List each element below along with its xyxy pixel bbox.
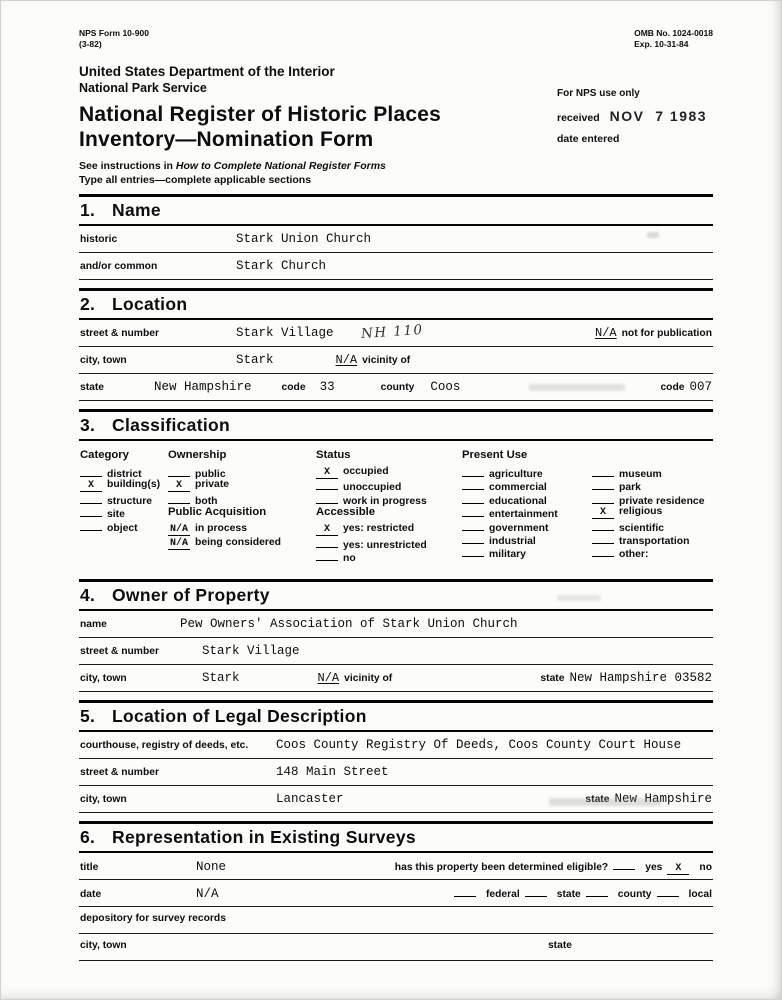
checkbox-label: agriculture (489, 469, 543, 481)
section-number: 1. (80, 200, 96, 221)
checkbox-mark (592, 520, 614, 531)
section-title-text: Classification (112, 415, 230, 436)
field-label: and/or common (80, 261, 158, 273)
checkbox-in-process (168, 523, 316, 536)
checkbox-mark: N/A (169, 537, 188, 549)
state-value: New Hampshire (614, 792, 712, 807)
form-title-line1: National Register of Historic Places (79, 103, 441, 127)
scan-artifact (557, 595, 601, 601)
field-value: Stark (236, 353, 274, 368)
section-title-text: Location (112, 294, 188, 315)
form-content (79, 28, 713, 961)
field-label: street & number (80, 328, 159, 340)
omb-block (634, 28, 713, 50)
code-label: code (281, 382, 306, 394)
code-value: 007 (689, 380, 712, 395)
checkbox-label: scientific (619, 522, 665, 534)
field-survey-date (79, 880, 713, 907)
checkbox-site (80, 506, 168, 519)
checkbox-label: commercial (489, 482, 547, 494)
instructions-booktitle: How to Complete National Register Forms (175, 160, 386, 173)
checkbox-mark (462, 520, 484, 531)
checkbox-agriculture (462, 466, 592, 479)
checkbox-park (592, 479, 713, 492)
checkbox-mark (80, 506, 102, 517)
checkbox-mark (168, 466, 190, 477)
checkbox-educational (462, 493, 592, 506)
scan-artifact (549, 798, 661, 806)
checkbox-religious (592, 506, 713, 519)
omb-number: OMB No. 1024-0018 (634, 28, 713, 38)
checkbox-mark (80, 466, 102, 477)
section-5-legal-description (79, 700, 713, 813)
field-label: courthouse, registry of deeds, etc. (80, 740, 249, 752)
na-mark: N/A (317, 671, 340, 686)
no-label: no (699, 862, 712, 874)
checkbox-mark (80, 493, 102, 504)
present-use-column-2 (592, 449, 713, 563)
field-owner-name (79, 611, 713, 638)
field-label: street & number (80, 767, 159, 779)
section-6-surveys (79, 821, 713, 961)
field-value: Coos County Registry Of Deeds, Coos County Court House (276, 738, 682, 753)
field-label: city, town (80, 794, 127, 806)
present-use-column-1 (462, 449, 592, 563)
field-survey-city (79, 934, 713, 961)
section-6-heading (79, 824, 713, 853)
checkbox-unoccupied (316, 479, 462, 492)
checkbox-scientific (592, 520, 713, 533)
checkbox-mark (462, 533, 484, 544)
checkbox-occupied (316, 466, 462, 479)
field-historic-name (79, 226, 713, 253)
eligibility-question: has this property been determined eligible? (394, 862, 609, 874)
field-label: city, town (80, 940, 127, 952)
column-spacer (592, 449, 713, 466)
section-number: 2. (80, 294, 96, 315)
code-label: code (660, 382, 685, 394)
checkbox-mark (80, 520, 102, 531)
scan-artifact (529, 384, 625, 391)
section-3-heading (79, 412, 713, 441)
checkbox-mark: X (316, 524, 338, 536)
form-title-line2: Inventory—Nomination Form (79, 128, 374, 152)
checkbox-mark (462, 546, 484, 557)
checkbox-district (80, 466, 168, 479)
field-courthouse (79, 732, 713, 759)
field-depository (79, 907, 713, 934)
state-value: New Hampshire 03582 (569, 671, 712, 686)
received-label: received (557, 112, 600, 124)
state-value: New Hampshire (154, 380, 252, 395)
checkbox-mark: N/A (169, 524, 188, 536)
checkbox-label: building(s) (107, 479, 161, 491)
checkbox-label: unoccupied (343, 482, 402, 494)
vicinity-group (318, 671, 393, 685)
form-revision: (3-82) (79, 39, 102, 50)
section-1-name (79, 194, 713, 280)
section-title-text: Representation in Existing Surveys (112, 827, 416, 848)
na-mark: N/A (335, 353, 358, 368)
ownership-column (168, 449, 316, 563)
checkbox-public (168, 466, 316, 479)
field-label: historic (80, 234, 118, 246)
received-row (557, 108, 713, 124)
field-label: street & number (80, 646, 159, 658)
checkbox-label: private (195, 479, 230, 491)
field-label: name (80, 619, 107, 631)
checkbox-work-in-progress (316, 493, 462, 506)
checkbox-label: structure (107, 495, 153, 507)
checkbox-mark (462, 479, 484, 490)
county-value: Coos (430, 380, 461, 395)
checkbox-label: private residence (619, 495, 705, 507)
eligibility-group (395, 859, 712, 875)
checkbox-mark: X (316, 467, 338, 479)
checkbox-mark (316, 493, 338, 504)
vicinity-label: vicinity of (344, 673, 393, 685)
checkbox-local (657, 886, 679, 897)
checkbox-buildings (80, 479, 168, 492)
local-label: local (688, 889, 712, 901)
na-mark: N/A (595, 326, 617, 341)
instructions-line2: Type all entries—complete applicable sections (79, 174, 312, 187)
checkbox-transportation (592, 533, 713, 546)
checkbox-mark: X (168, 480, 190, 492)
section-number: 5. (80, 706, 96, 727)
column-heading: Present Use (462, 449, 528, 462)
federal-label: federal (485, 889, 520, 901)
field-city-town (79, 347, 713, 374)
checkbox-label: industrial (489, 536, 536, 548)
not-for-publication-label: not for publication (621, 328, 712, 340)
scan-artifact (647, 232, 659, 238)
state-label: state (540, 673, 565, 685)
nps-use-only-label: For NPS use only (557, 88, 640, 99)
vicinity-label: vicinity of (362, 355, 411, 367)
nps-use-only-box (557, 88, 713, 145)
section-number: 3. (80, 415, 96, 436)
checkbox-mark (592, 479, 614, 490)
section-3-classification (79, 409, 713, 571)
field-label: depository for survey records (80, 913, 226, 925)
field-value: 148 Main Street (276, 765, 389, 780)
checkbox-industrial (462, 533, 592, 546)
checkbox-label: public (195, 469, 226, 481)
section-1-heading (79, 197, 713, 226)
checkbox-label: yes: restricted (343, 523, 415, 535)
field-value: Stark Church (236, 259, 327, 274)
checkbox-label: museum (619, 469, 662, 481)
column-heading: Status (316, 449, 351, 462)
field-owner-street (79, 638, 713, 665)
checkbox-label: entertainment (489, 509, 558, 521)
checkbox-label: site (107, 509, 125, 521)
section-title-text: Name (112, 200, 161, 221)
checkbox-label: both (195, 495, 218, 507)
checkbox-yes-unrestricted (316, 537, 462, 550)
checkbox-label: work in progress (343, 495, 427, 507)
field-label: date (80, 889, 102, 901)
section-2-heading (79, 291, 713, 320)
checkbox-museum (592, 466, 713, 479)
field-value: Stark (202, 671, 240, 686)
checkbox-structure (80, 493, 168, 506)
checkbox-mark (168, 493, 190, 504)
not-for-publication-group (595, 326, 712, 340)
form-meta-row (79, 28, 713, 50)
field-label: state (80, 382, 105, 394)
checkbox-county (586, 886, 608, 897)
checkbox-state (525, 886, 547, 897)
county-label: county (380, 382, 415, 394)
checkbox-federal (454, 886, 476, 897)
checkbox-label: government (489, 522, 549, 534)
checkbox-private (168, 479, 316, 492)
checkbox-being-considered (168, 537, 316, 550)
checkbox-label: in process (195, 523, 247, 535)
handwritten-route-note: NH 110 (360, 321, 425, 343)
field-street-number (79, 320, 713, 347)
field-label: city, town (80, 673, 127, 685)
field-value: Stark Union Church (236, 232, 372, 247)
status-column (316, 449, 462, 563)
checkbox-label: no (343, 553, 356, 565)
checkbox-label: object (107, 522, 138, 534)
checkbox-mark (316, 537, 338, 548)
checkbox-object (80, 520, 168, 533)
checkbox-yes-restricted (316, 523, 462, 536)
checkbox-private-residence (592, 493, 713, 506)
field-survey-title (79, 853, 713, 880)
checkbox-no (316, 550, 462, 563)
column-heading: Ownership (168, 449, 227, 462)
checkbox-mark (316, 479, 338, 490)
state-label: state (547, 940, 572, 952)
checkbox-label: yes: unrestricted (343, 539, 427, 551)
form-number: NPS Form 10-900 (79, 28, 149, 38)
section-title-text: Location of Legal Description (112, 706, 367, 727)
department-title: United States Department of the Interior (79, 64, 335, 80)
field-label: city, town (80, 355, 127, 367)
checkbox-label: military (489, 549, 526, 561)
field-label: title (80, 862, 99, 874)
checkbox-mark (592, 533, 614, 544)
state-label: state (556, 889, 581, 901)
classification-columns (79, 441, 713, 571)
instructions-line1 (79, 160, 713, 172)
checkbox-mark (592, 493, 614, 504)
section-5-heading (79, 703, 713, 732)
instructions-prefix: See instructions in (79, 160, 176, 173)
category-column (80, 449, 168, 563)
field-value: Stark Village (236, 326, 334, 341)
field-value: None (196, 860, 227, 875)
column-heading: Accessible (316, 506, 376, 519)
county-code-group (660, 380, 712, 394)
checkbox-label: occupied (343, 466, 389, 478)
checkbox-both (168, 493, 316, 506)
checkbox-mark (462, 506, 484, 517)
agency-title: National Park Service (79, 81, 207, 96)
survey-level-group (454, 886, 712, 900)
checkbox-eligible-yes (613, 859, 635, 870)
checkbox-label: being considered (195, 536, 282, 548)
checkbox-mark (462, 493, 484, 504)
column-heading: Public Acquisition (168, 506, 267, 519)
field-legal-street (79, 759, 713, 786)
checkbox-commercial (462, 479, 592, 492)
owner-state-group (540, 671, 712, 685)
omb-expiration: Exp. 10-31-84 (634, 39, 689, 50)
field-value: Pew Owners' Association of Stark Union Church (180, 617, 518, 632)
checkbox-mark (592, 466, 614, 477)
checkbox-label: educational (489, 495, 547, 507)
county-label: county (617, 889, 652, 901)
checkbox-label: district (107, 469, 142, 481)
checkbox-mark (462, 466, 484, 477)
section-4-heading (79, 582, 713, 611)
checkbox-label: other: (619, 549, 649, 561)
section-number: 4. (80, 585, 96, 606)
checkbox-eligible-no: X (667, 863, 689, 875)
checkbox-military (462, 546, 592, 559)
checkbox-other (592, 546, 713, 559)
yes-label: yes (645, 862, 663, 874)
section-4-owner (79, 579, 713, 692)
section-title-text: Owner of Property (112, 585, 270, 606)
vicinity-group (336, 353, 411, 367)
form-number-block (79, 28, 149, 50)
checkbox-label: religious (619, 506, 663, 518)
state-label: state (585, 794, 610, 806)
field-common-name (79, 253, 713, 280)
checkbox-mark (316, 550, 338, 561)
checkbox-government (462, 520, 592, 533)
date-entered-label: date entered (557, 133, 620, 145)
checkbox-entertainment (462, 506, 592, 519)
column-heading: Category (80, 449, 129, 462)
checkbox-mark: X (592, 507, 614, 519)
field-value: Stark Village (202, 644, 300, 659)
checkbox-mark (592, 546, 614, 557)
checkbox-label: park (619, 482, 641, 494)
section-number: 6. (80, 827, 96, 848)
code-value: 33 (319, 380, 335, 395)
field-owner-city (79, 665, 713, 692)
received-date-stamp: NOV 7 1983 (609, 108, 708, 124)
field-value: N/A (196, 887, 219, 902)
field-value: Lancaster (276, 792, 344, 807)
checkbox-mark: X (80, 480, 102, 492)
checkbox-label: transportation (619, 536, 690, 548)
